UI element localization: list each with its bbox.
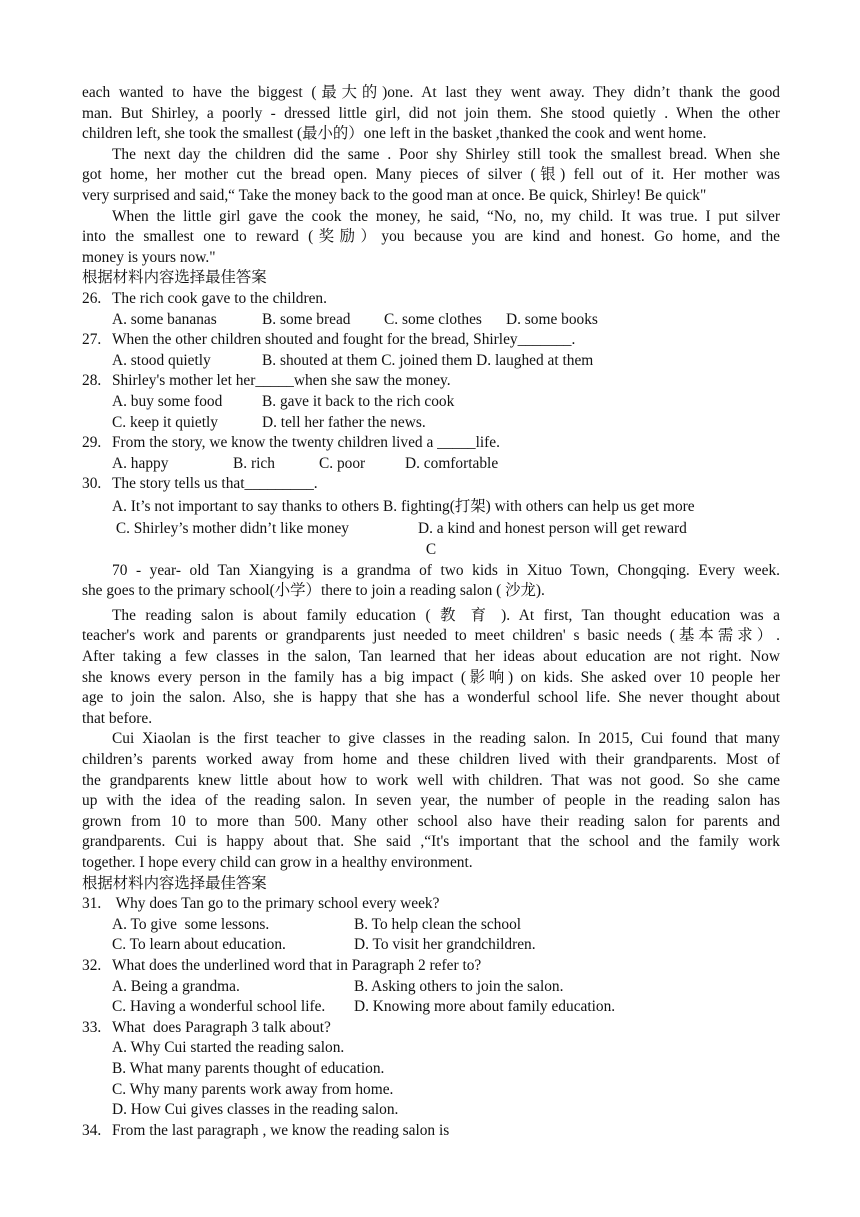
question-stem: What does Paragraph 3 talk about?: [112, 1018, 331, 1036]
question-number: 27.: [82, 331, 102, 349]
option-b: B. Asking others to join the salon.: [354, 977, 564, 995]
option-a: A. stood quietly: [112, 351, 211, 369]
option-row: [82, 351, 780, 372]
question-number: 29.: [82, 434, 102, 452]
option-b: B. gave it back to the rich cook: [262, 392, 455, 410]
question-28: [82, 371, 780, 433]
question-stem: What does the underlined word that in Paragraph 2 refer to?: [112, 956, 482, 974]
option-c: C. keep it quietly: [112, 413, 219, 431]
question-stem: Shirley's mother let her_____when she saw the money.: [112, 372, 451, 390]
option-row: [82, 454, 780, 475]
passage-b-line: children left, she took the smallest (最小的）one left in the basket ,thanked the cook and went home.: [82, 125, 707, 143]
passage-b-line: each wanted to have the biggest (最大的)one. At last they went away. They didn’t thank the good: [82, 84, 780, 101]
option-d: D. some books: [506, 310, 598, 328]
option-b: B. rich: [233, 454, 275, 472]
passage-b-line: got home, her mother cut the bread open. Many pieces of silver (银) fell out of it. Her mother was: [82, 166, 780, 184]
option-d: D. How Cui gives classes in the reading salon.: [112, 1101, 399, 1119]
option-ab: A. It’s not important to say thanks to others B. fighting(打架) with others can help us get more: [112, 497, 695, 515]
instruction-heading: 根据材料内容选择最佳答案: [82, 874, 267, 892]
question-number: 26.: [82, 289, 102, 307]
option-c: C. some clothes: [384, 310, 482, 328]
question-stem: When the other children shouted and fought for the bread, Shirley_______.: [112, 331, 576, 349]
question-stem: From the story, we know the twenty children lived a _____life.: [112, 434, 500, 452]
option-row: [82, 392, 780, 413]
passage-c-line: teacher's work and parents or grandparents just needed to meet children' s basic needs (基本需求）.: [82, 627, 780, 645]
passage-b-line: The next day the children did the same . Poor shy Shirley still took the smallest bread. When she: [112, 145, 780, 163]
question-number: 32.: [82, 956, 102, 974]
passage-c-line: The reading salon is about family education ( 教 育 ). At first, Tan thought education was a: [112, 606, 780, 624]
passage-c-line: grandparents. Cui is happy about that. She said ,“It's important that the school and the family work: [82, 833, 780, 851]
passage-c-line: she knows every person in the family has a big impact (影响) on kids. She asked over 10 people her: [82, 668, 780, 686]
question-30: [82, 474, 780, 540]
question-31: [82, 894, 780, 956]
passage-c-line: age to join the salon. Also, she is happy that she has a wonderful school life. She never thought about: [82, 689, 780, 707]
option-bcd: B. shouted at them C. joined them D. laughed at them: [262, 351, 594, 369]
passage-b-line: money is yours now.": [82, 248, 216, 266]
question-number: 33.: [82, 1018, 102, 1036]
option-d: D. a kind and honest person will get reward: [418, 520, 687, 538]
option-a: A. Why Cui started the reading salon.: [112, 1039, 345, 1057]
question-34: [82, 1121, 780, 1142]
question-stem: From the last paragraph , we know the reading salon is: [112, 1121, 450, 1139]
option-d: D. tell her father the news.: [262, 413, 426, 431]
question-number: 31.: [82, 895, 102, 913]
passage-b-line: very surprised and said,“ Take the money back to the good man at once. Be quick, Shirley! Be quick": [82, 186, 707, 204]
option-row: [82, 310, 780, 331]
option-a: A. happy: [112, 454, 169, 472]
option-b: B. To help clean the school: [354, 915, 522, 933]
question-number: 30.: [82, 475, 102, 493]
option-row: [82, 495, 780, 518]
document-page: [82, 83, 780, 1141]
option-c: C. Why many parents work away from home.: [112, 1080, 394, 1098]
question-stem: Why does Tan go to the primary school every week?: [112, 895, 440, 913]
passage-c-line: she goes to the primary school(小学）there to join a reading salon ( 沙龙).: [82, 582, 545, 600]
passage-c: [82, 561, 780, 874]
passage-c-line: that before.: [82, 709, 153, 727]
question-29: [82, 433, 780, 474]
section-c-label: C: [425, 541, 437, 559]
option-b: B. What many parents thought of education.: [112, 1059, 385, 1077]
option-c: C. poor: [319, 454, 366, 472]
question-26: [82, 289, 780, 330]
passage-c-line: Cui Xiaolan is the first teacher to give classes in the reading salon. In 2015, Cui found that many: [112, 730, 780, 748]
option-d: D. comfortable: [405, 454, 499, 472]
option-c: C. Having a wonderful school life.: [112, 998, 326, 1016]
option-a: A. Being a grandma.: [112, 977, 240, 995]
instruction-heading: 根据材料内容选择最佳答案: [82, 269, 267, 287]
passage-c-line: up with the idea of the reading salon. In seven year, the number of people in the reading salon has: [82, 792, 780, 810]
question-stem: The rich cook gave to the children.: [112, 289, 327, 307]
passage-c-line: the grandparents knew little about how to work well with children. That was not good. So she came: [82, 771, 780, 789]
passage-c-line: together. I hope every child can grow in a healthy environment.: [82, 853, 473, 871]
option-row: [82, 997, 780, 1018]
option-d: D. Knowing more about family education.: [354, 998, 616, 1016]
passage-c-line: 70 - year- old Tan Xiangying is a grandma of two kids in Xituo Town, Chongqing. Every week.: [112, 561, 780, 579]
option-a: A. buy some food: [112, 392, 223, 410]
passage-b: [82, 83, 780, 268]
passage-c-line: After taking a few classes in the salon, Tan learned that her ideas about education are not right. Now: [82, 648, 780, 666]
option-row: [82, 935, 780, 956]
question-number: 34.: [82, 1121, 102, 1139]
passage-b-line: into the smallest one to reward (奖励）you because you are kind and honest. Go home, and the: [82, 228, 780, 246]
question-32: [82, 956, 780, 1018]
question-27: [82, 330, 780, 371]
option-row: [82, 977, 780, 998]
option-row: [82, 413, 780, 434]
option-a: A. some bananas: [112, 310, 217, 328]
option-c: C. To learn about education.: [112, 936, 286, 954]
passage-c-line: children’s parents worked away from home and these children lived with their grandparents. Most of: [82, 751, 780, 768]
option-b: B. some bread: [262, 310, 351, 328]
question-number: 28.: [82, 372, 102, 390]
passage-b-line: When the little girl gave the cook the money, he said, “No, no, my child. It was true. I put silver: [112, 207, 780, 225]
option-c: C. Shirley’s mother didn’t like money: [112, 520, 349, 538]
question-33: [82, 1018, 780, 1121]
option-row: [82, 517, 780, 540]
passage-b-line: man. But Shirley, a poorly - dressed little girl, did not join them. She stood quietly . When the other: [82, 104, 780, 122]
passage-c-line: grown from 10 to more than 500. Many other school also have their reading salon for parents and: [82, 812, 780, 830]
option-d: D. To visit her grandchildren.: [354, 936, 536, 954]
question-stem: The story tells us that_________.: [112, 475, 318, 493]
option-a: A. To give some lessons.: [112, 915, 270, 933]
option-row: [82, 915, 780, 936]
